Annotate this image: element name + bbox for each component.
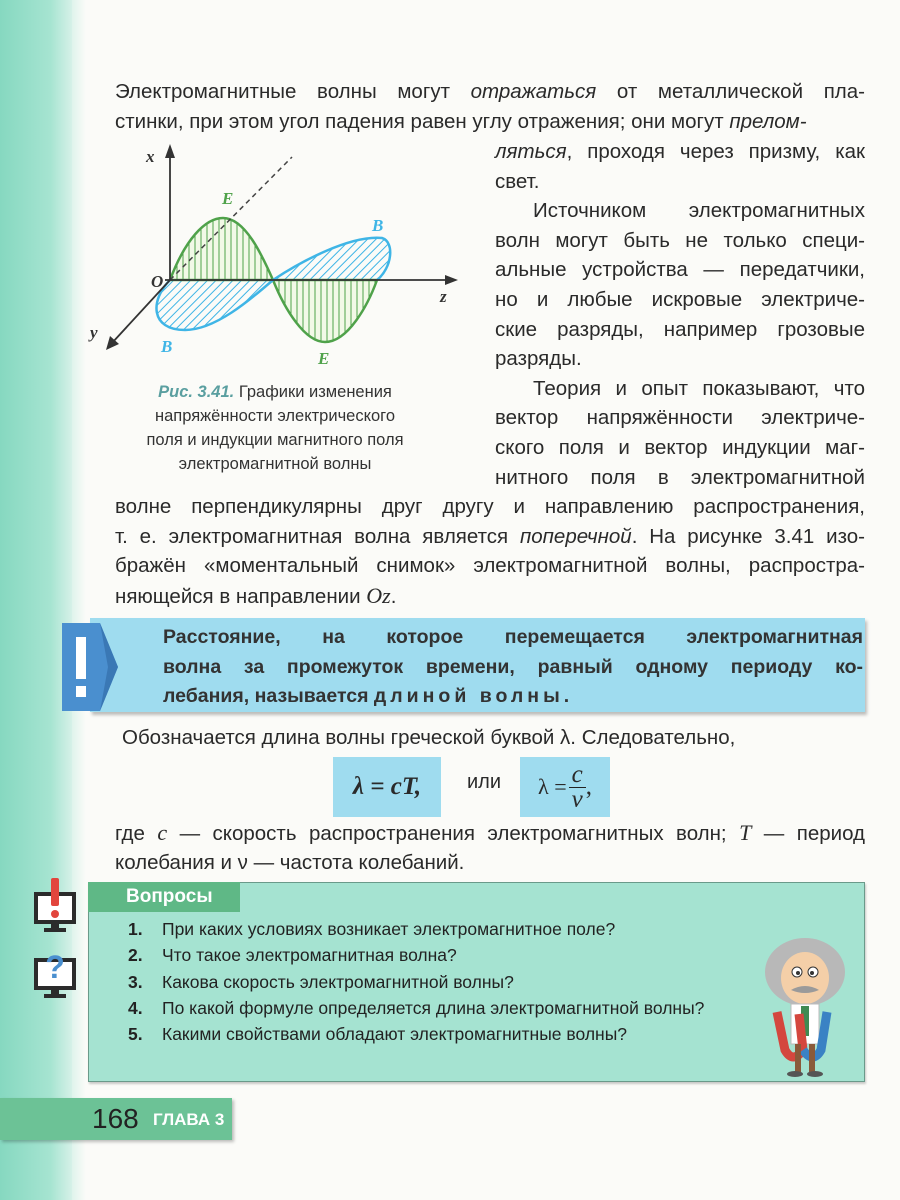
e-label-top: E — [222, 189, 234, 208]
text-line — [115, 581, 865, 611]
math-symbol: c — [157, 820, 168, 845]
text-segment: волна за промежуток времени, равный одному периоду ко- — [163, 655, 863, 678]
question-item — [128, 1021, 722, 1047]
question-number: 5. — [128, 1024, 143, 1045]
figure-number: Рис. 3.41. — [158, 383, 235, 401]
text-segment: Расстояние, на которое перемещается электромагнитная — [163, 626, 863, 648]
text-segment: . — [563, 685, 570, 708]
question-number: 2. — [128, 945, 143, 966]
question-text: Какими свойствами обладают электромагнитные волны? — [162, 1024, 628, 1045]
text-segment: свет. — [495, 169, 540, 193]
text-line — [115, 551, 865, 581]
question-number: 3. — [128, 971, 143, 992]
or-word: или — [467, 771, 502, 793]
full-paragraph — [115, 492, 865, 610]
fraction — [569, 760, 586, 813]
text-segment: . На рисунке 3.41 изо- — [631, 524, 865, 548]
text-segment: , проходя через призму, как — [566, 140, 865, 163]
text-line — [115, 492, 865, 522]
text-segment: ского поля и вектор индукции маг- — [495, 435, 865, 459]
questions-title: Вопросы — [88, 882, 240, 912]
math-symbol: T — [739, 820, 752, 845]
em-wave-figure — [0, 0, 480, 380]
text-segment: нитного поля в электромагнитной — [495, 465, 865, 489]
text-line — [495, 196, 865, 226]
text-segment: колебания и ν — частота колебаний. — [115, 850, 465, 874]
caption-line: напряжённости электрического — [154, 407, 396, 425]
where-paragraph — [115, 818, 865, 877]
numerator: c — [569, 763, 586, 788]
text-line — [163, 652, 863, 682]
text-line — [495, 344, 865, 374]
text-line — [115, 818, 865, 848]
scientist-mascot-illustration — [755, 930, 855, 1080]
formula-lhs: λ = — [538, 774, 567, 799]
text-line — [495, 137, 865, 167]
monitor-question-icon — [33, 944, 77, 1000]
b-label-left: B — [161, 337, 173, 356]
text-line — [115, 848, 865, 878]
text-segment: волн могут быть не только специ- — [495, 228, 865, 252]
lambda-intro — [122, 723, 862, 753]
math-symbol: Oz — [366, 582, 391, 608]
formula-comma: , — [585, 773, 592, 800]
monitor-exclamation-icon — [33, 878, 77, 934]
text-segment: Источником электромагнитных — [533, 199, 865, 223]
question-text: Какова скорость электромагнитной волны? — [162, 971, 514, 992]
italic-term: ляться — [495, 140, 567, 163]
y-axis-label: y — [90, 323, 98, 342]
text-line — [495, 463, 865, 493]
question-number: 4. — [128, 997, 143, 1018]
question-item — [128, 969, 722, 995]
text-segment: лебания, называется — [163, 685, 374, 708]
text-line — [495, 285, 865, 315]
text-segment: т. е. электромагнитная волна является — [115, 524, 520, 548]
text-segment: вектор напряжённости электриче- — [495, 406, 865, 430]
e-label-bottom: E — [318, 349, 330, 368]
figure-caption — [110, 380, 440, 476]
text-segment: бражён «моментальный снимок» электромагнитной волны, распростра- — [115, 554, 865, 578]
svg-text:?: ? — [45, 949, 65, 985]
text-segment: . — [390, 584, 397, 608]
italic-term: поперечной — [519, 524, 632, 548]
text-segment: Обозначается длина волны греческой буквой λ. Следовательно, — [122, 726, 736, 749]
text-line — [495, 226, 865, 256]
right-column-text — [495, 137, 865, 492]
text-segment: — период — [751, 822, 865, 845]
text-line — [495, 433, 865, 463]
formula-box-2 — [520, 757, 610, 817]
chapter-label: ГЛАВА 3 — [153, 1110, 225, 1129]
caption-line: электромагнитной волны — [178, 455, 372, 473]
formula-lambda-ct: λ = cT, — [352, 773, 422, 800]
text-line — [163, 622, 863, 652]
text-segment: но и любые искровые электриче- — [495, 287, 865, 311]
question-text: При каких условиях возникает электромагнитное поле? — [162, 919, 616, 939]
question-item — [128, 916, 722, 942]
text-segment: альные устройства — передатчики, — [495, 258, 865, 282]
text-segment: стинки, при этом угол падения равен углу отражения; они могут — [115, 109, 730, 133]
questions-list — [128, 916, 722, 1047]
exclamation-icon — [62, 623, 118, 711]
text-segment: — скорость распространения электромагнитных волн; — [167, 822, 740, 845]
question-item — [128, 995, 722, 1021]
text-line — [495, 255, 865, 285]
text-segment: Электромагнитные волны могут — [115, 80, 471, 103]
text-line — [122, 723, 862, 753]
caption-line: Графики изменения — [238, 383, 392, 401]
question-number: 1. — [128, 919, 143, 939]
question-text: По какой формуле определяется длина электромагнитной волны? — [162, 997, 705, 1018]
text-segment: от металлической пла- — [596, 80, 865, 103]
text-segment: разряды. — [495, 347, 582, 371]
definition-text — [163, 622, 863, 711]
spaced-term: длиной волны — [373, 685, 564, 708]
text-line — [495, 315, 865, 345]
text-line — [115, 522, 865, 552]
origin-label: O — [151, 272, 164, 291]
formula-box-1 — [333, 757, 441, 817]
caption-line: поля и индукции магнитного поля — [146, 431, 404, 449]
text-line — [163, 681, 863, 711]
z-axis-label: z — [440, 287, 447, 306]
question-item — [128, 942, 722, 968]
question-text: Что такое электромагнитная волна? — [162, 945, 457, 966]
italic-term: отражаться — [470, 80, 597, 103]
b-label-right: B — [372, 216, 384, 235]
text-segment: Теория и опыт показывают, что — [533, 376, 865, 400]
page-number: 168 — [92, 1103, 139, 1134]
text-segment: ские разряды, например грозовые — [495, 317, 865, 341]
text-segment: где — [115, 822, 158, 845]
text-line — [495, 403, 865, 433]
italic-term: прелом- — [729, 109, 807, 133]
denominator: ν — [571, 785, 583, 813]
text-line — [495, 167, 865, 197]
text-segment: волне перпендикулярны друг другу и направлению распространения, — [115, 495, 865, 518]
text-line — [495, 374, 865, 404]
text-segment: няющейся в направлении — [115, 584, 367, 608]
x-axis-label: x — [146, 147, 155, 166]
